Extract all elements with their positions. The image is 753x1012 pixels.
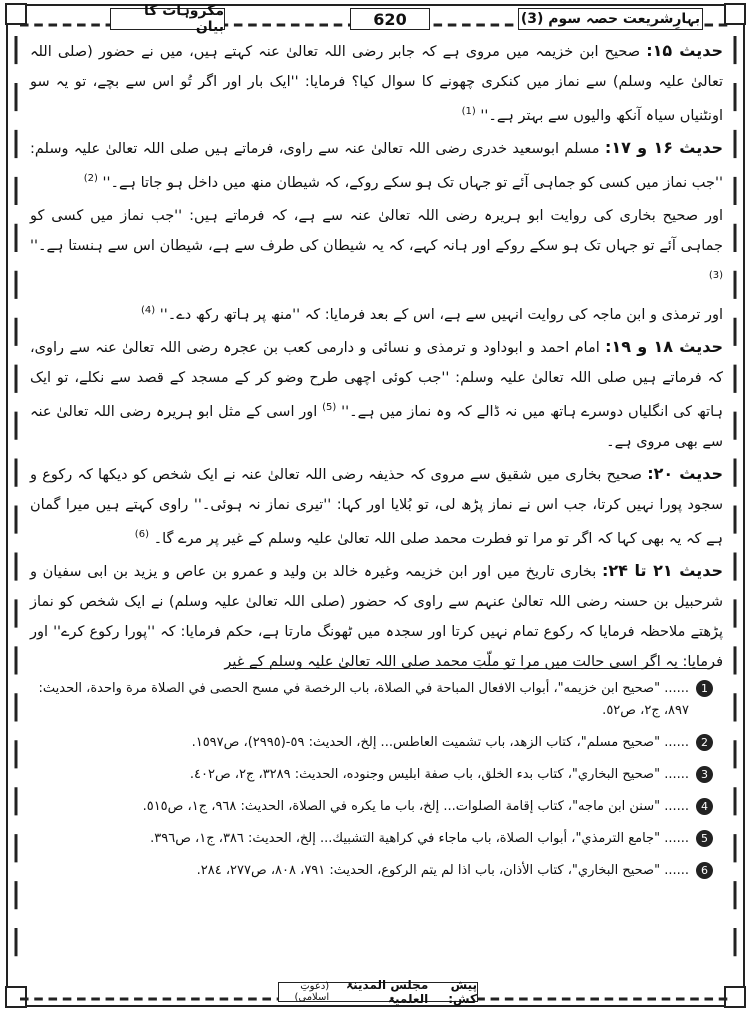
hadith-paragraph <box>30 332 723 457</box>
footnote-text: ...... "صحيح البخاري"، كتاب بدء الخلق، باب صفة ابليس وجنوده، الحديث: ٣٢٨٩، ج٢، ص٤٠٢. <box>189 767 689 782</box>
footnote-ref[interactable]: (1) <box>461 106 476 117</box>
hadith-heading: حدیث ۱۵: <box>646 41 724 60</box>
footnote-number: 4 <box>696 798 713 815</box>
publisher-suffix: (دعوتِ اسلامی) <box>294 981 330 1003</box>
footnotes <box>30 678 713 892</box>
footnote-text: ...... "صحيح مسلم"، كتاب الزهد، باب تشميت العاطس... إلخ، الحديث: ٥٩-(٢٩٩٥)، ص١٥٩٧. <box>191 735 689 750</box>
footnote <box>30 732 713 754</box>
footnote-number: 3 <box>696 766 713 783</box>
footnote-number: 6 <box>696 862 713 879</box>
footnote-ref[interactable]: (6) <box>134 529 149 541</box>
hadith-heading: حدیث ۲۱ تا ۲۴: <box>601 560 724 580</box>
footnote-ref[interactable]: (2) <box>83 172 98 184</box>
footnote <box>30 678 713 722</box>
footnote-number: 5 <box>696 830 713 847</box>
hadith-text: مسلم ابوسعید خدری رضی اللہ تعالیٰ عنہ سے راوی، فرماتے ہیں صلی اللہ تعالیٰ علیہ وسلم: ''جب نماز میں کسی کو جماہی آئے تو جہاں تک ہو سکے روکے، کہ شیطان منھ میں داخل ہو جاتا ہے۔'' <box>30 140 723 191</box>
footnote-text: ...... "جامع الترمذي"، أبواب الصلاة، باب ماجاء في كراهية التشبيك... إلخ، الحديث: ٣٨٦، ج١، ص٣٩٦. <box>150 831 689 846</box>
footnote-text: ...... "صحيح البخاري"، كتاب الأذان، باب اذا لم يتم الركوع، الحديث: ٧٩١، ٨٠٨، ص٢٧٧، ٢٨٤. <box>196 863 689 878</box>
hadith-heading: حدیث ۱۶ و ۱۷: <box>604 137 723 157</box>
hadith-paragraph <box>30 296 723 330</box>
footnote-number: 1 <box>696 680 713 697</box>
footnote <box>30 860 713 882</box>
hadith-paragraph <box>30 556 723 677</box>
footnote-ref[interactable]: (5) <box>322 402 337 414</box>
footnote <box>30 796 713 818</box>
border-chain-right <box>730 36 740 975</box>
main-text <box>30 36 723 679</box>
book-title: بہارِشریعت حصہ سوم (3) <box>518 8 703 30</box>
page-footer <box>20 978 733 1006</box>
footnote-ref[interactable]: (4) <box>140 305 156 317</box>
publisher-prefix: پیش کش: <box>448 978 477 1006</box>
footnote <box>30 828 713 850</box>
hadith-paragraph <box>30 133 723 198</box>
footnote <box>30 764 713 786</box>
page-number: 620 <box>350 8 430 30</box>
hadith-paragraph <box>30 36 723 131</box>
hadith-text: اور ترمذی و ابن ماجہ کی روایت انہیں سے ہے، اس کے بعد فرمایا: کہ ''منھ پر ہاتھ رکھ دے۔'' <box>155 307 723 324</box>
hadith-paragraph <box>30 459 723 554</box>
border-chain-left <box>11 36 21 975</box>
publisher-name: مجلس المدینۃ العلمیۃ <box>346 978 429 1006</box>
hadith-text: بخاری تاریخ میں اور ابن خزیمہ وغیرہ خالد بن ولید و عمرو بن عاص و یزید بن ابی سفیان و شرحبیل بن حسنہ رضی اللہ تعالیٰ عنہم سے راوی کہ حضور (صلی اللہ تعالیٰ علیہ وسلم) نے ایک شخص کو نماز پڑھتے ملاحظہ فرمایا کہ رکوع تمام نہیں کرتا اور سجدہ میں ٹھونگ مارتا ہے، حکم فرمایا: کہ ''پورا رکوع کرے'' اور فرمایا: یہ اگر اسی حالت میں مرا تو ملّتِ محمد صلی اللہ تعالیٰ علیہ وسلم کے غیر <box>30 563 723 670</box>
hadith-text: صحیح بخاری میں شقیق سے مروی کہ حذیفہ رضی اللہ تعالیٰ عنہ نے ایک شخص کو دیکھا کہ رکوع و سجود پورا نہیں کرتا، جب اس نے نماز پڑھ لی، تو بُلایا اور کہا: ''تیری نماز نہ ہوئی۔'' راوی کہتے ہیں میرا گمان ہے کہ یہ بھی کہا کہ اگر تو مرا تو فطرت محمد صلی اللہ تعالیٰ علیہ وسلم کے غیر پر مرے گا۔ <box>30 467 723 547</box>
footnote-text: ...... "صحيح ابن خزيمه"، أبواب الافعال المباحة في الصلاة، باب الرخصة في مسح الحصى في الصلاة مرة واحدة، الحديث: ٨٩٧، ج٢، ص٥٢. <box>38 681 689 718</box>
footnote-ref[interactable]: (3) <box>708 269 723 281</box>
hadith-text: امام احمد و ابوداود و ترمذی و نسائی و دارمی کعب بن عجرہ رضی اللہ تعالیٰ عنہ سے راوی، کہ فرماتے ہیں صلی اللہ تعالیٰ علیہ وسلم: ''جب کوئی اچھی طرح وضو کر کے مسجد کے قصد سے نکلے، تو ایک ہاتھ کی انگلیاں دوسرے ہاتھ میں نہ ڈالے کہ وہ نماز میں ہے۔'' <box>30 340 723 421</box>
hadith-text-after: اور اسی کے مثل ابو ہریرہ رضی اللہ تعالیٰ عنہ سے بھی مروی ہے۔ <box>30 404 723 451</box>
footnote-number: 2 <box>696 734 713 751</box>
hadith-text: صحیح ابن خزیمہ میں مروی ہے کہ جابر رضی اللہ تعالیٰ عنہ کہتے ہیں، میں نے حضور (صلی اللہ تعالیٰ علیہ وسلم) سے نماز میں کنکری چھونے کا سوال کیا؟ فرمایا: ''ایک بار اور اگر تُو اس سے بچے، تو یہ سو اونٹنیاں سیاہ آنکھ والیوں سے بہتر ہے۔'' <box>30 44 723 124</box>
hadith-text: اور صحیح بخاری کی روایت ابو ہریرہ رضی اللہ تعالیٰ عنہ سے ہے، کہ فرماتے ہیں: ''جب نماز میں کسی کو جماہی آئے تو جہاں تک ہو سکے روکے اور ہانہ کہے، کہ یہ شیطان کی طرف سے ہے، شیطان اس سے ہنستا ہے۔'' <box>30 207 723 254</box>
hadith-paragraph <box>30 200 723 295</box>
footnote-text: ...... "سنن ابن ماجه"، كتاب إقامة الصلوات... إلخ، باب ما يكره في الصلاة، الحديث: ٩٦٨، ج١، ص٥١٥. <box>142 799 689 814</box>
hadith-heading: حدیث ۲۰: <box>647 464 724 484</box>
chapter-title: مکروہات کا بیان <box>110 8 225 30</box>
hadith-heading: حدیث ۱۸ و ۱۹: <box>605 337 723 357</box>
footnote-divider <box>230 668 708 669</box>
publisher-box <box>278 978 478 1006</box>
page-header <box>20 3 733 35</box>
